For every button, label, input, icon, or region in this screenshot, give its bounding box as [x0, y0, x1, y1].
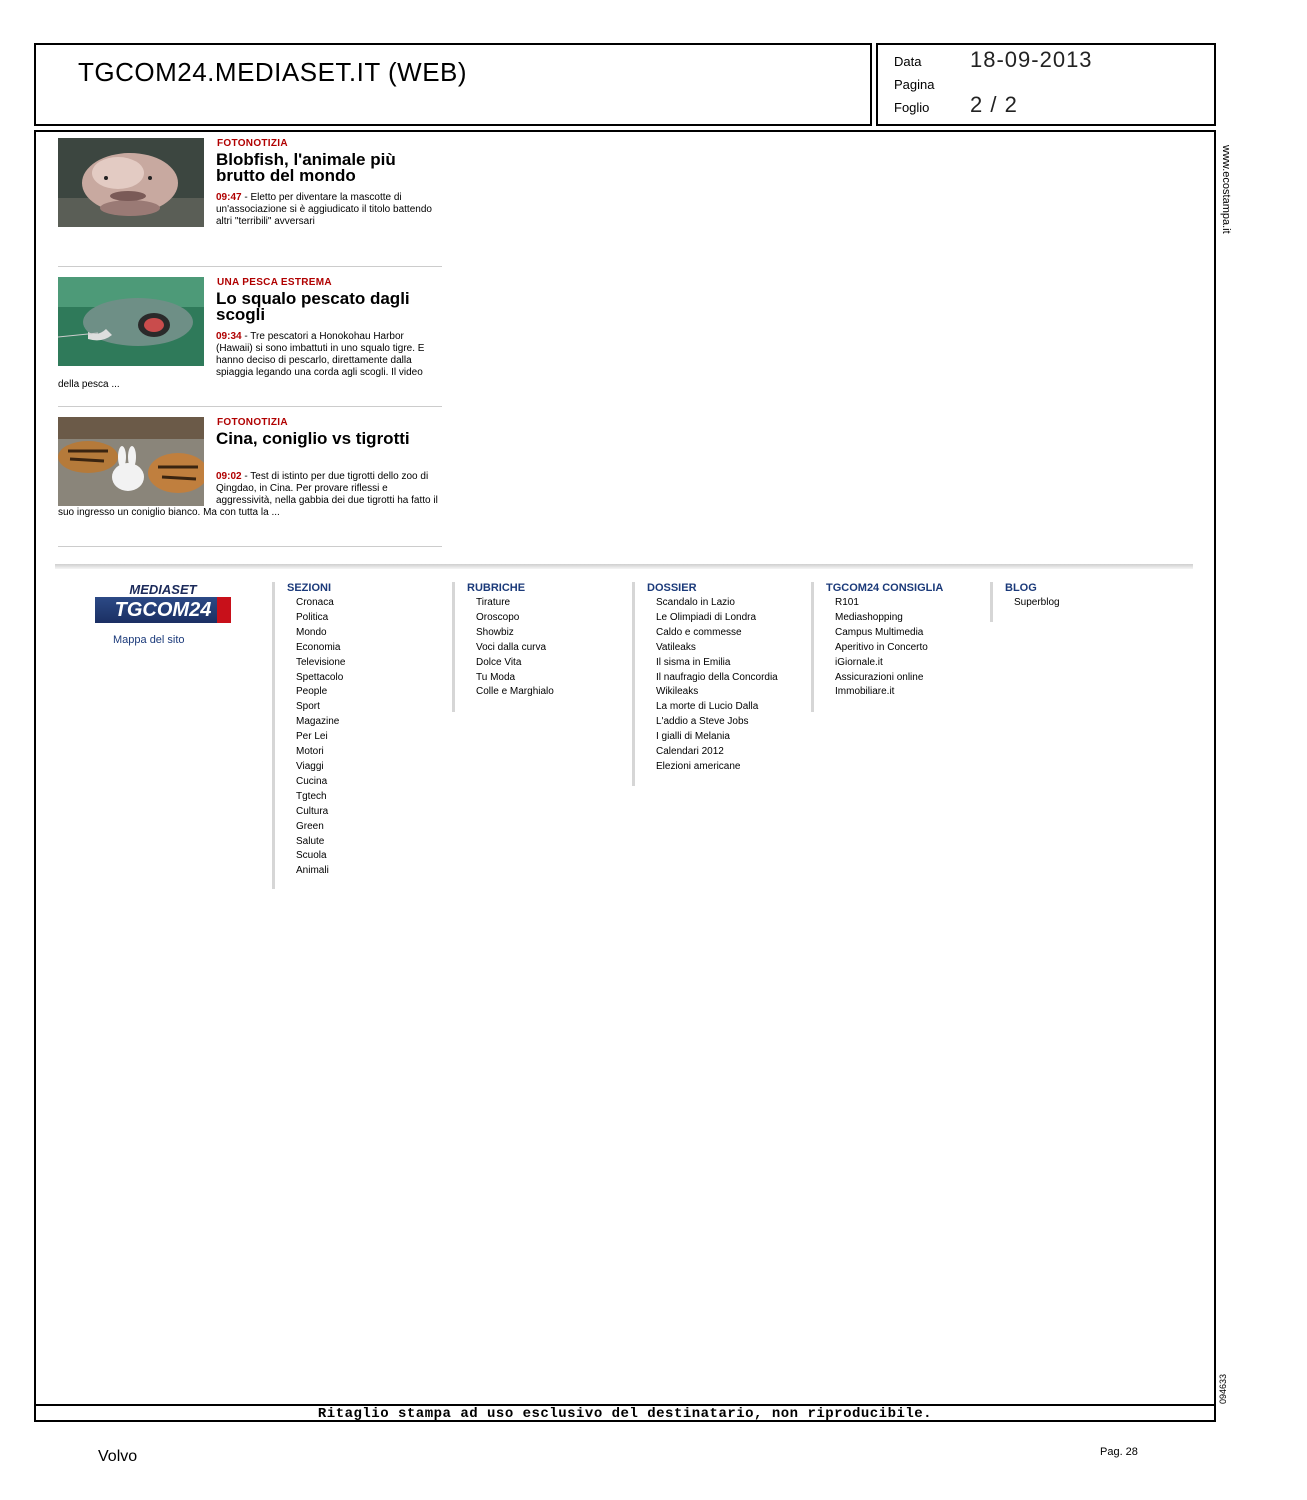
- footer-link[interactable]: Spettacolo: [296, 671, 344, 683]
- footer-column-title[interactable]: RUBRICHE: [467, 582, 526, 594]
- footer-link[interactable]: Dolce Vita: [476, 656, 522, 668]
- article-kicker: FOTONOTIZIA: [217, 138, 288, 149]
- footer-link[interactable]: Immobiliare.it: [835, 686, 895, 698]
- footer-link[interactable]: Assicurazioni online: [835, 671, 924, 683]
- footer-link[interactable]: Showbiz: [476, 626, 514, 638]
- article-rabbit-tigers[interactable]: [58, 417, 442, 541]
- article-headline[interactable]: Lo squalo pescato dagli scogli: [216, 289, 410, 324]
- side-url: www.ecostampa.it: [1220, 145, 1232, 234]
- footer-link[interactable]: Mediashopping: [835, 611, 903, 623]
- article-time: 09:34: [216, 331, 242, 342]
- footer-link[interactable]: Sport: [296, 701, 320, 713]
- foglio-value: 2 / 2: [970, 92, 1018, 117]
- footer-column-title[interactable]: SEZIONI: [287, 582, 332, 594]
- footer-link[interactable]: Salute: [296, 835, 325, 847]
- client-name: Volvo: [98, 1448, 138, 1465]
- article-kicker: FOTONOTIZIA: [217, 417, 288, 428]
- footer-link[interactable]: People: [296, 686, 328, 698]
- sitemap-link[interactable]: Mappa del sito: [113, 634, 185, 646]
- page-number: Pag. 28: [1100, 1446, 1138, 1458]
- footer-link[interactable]: La morte di Lucio Dalla: [656, 701, 759, 713]
- article-separator: [58, 406, 442, 407]
- header-source-box: [34, 43, 872, 126]
- article-blobfish[interactable]: [58, 138, 442, 248]
- footer-column-links: [476, 596, 554, 700]
- footer-link[interactable]: Oroscopo: [476, 611, 520, 623]
- footer-column-links: [835, 596, 928, 700]
- source-title: TGCOM24.MEDIASET.IT (WEB): [78, 57, 468, 87]
- article-shark[interactable]: [58, 277, 442, 401]
- footer-column-title[interactable]: BLOG: [1005, 582, 1037, 594]
- tgcom24-logo-text: TGCOM24: [95, 597, 231, 623]
- data-label: Data: [894, 54, 922, 69]
- header-meta-box: [876, 43, 1216, 126]
- footer-link[interactable]: Tu Moda: [476, 671, 516, 683]
- footer-link[interactable]: Voci dalla curva: [476, 641, 547, 653]
- footer-column-links: [1014, 596, 1060, 611]
- footer-column-title[interactable]: DOSSIER: [647, 582, 697, 594]
- footer-link[interactable]: Scandalo in Lazio: [656, 597, 735, 608]
- article-separator: [58, 266, 442, 267]
- footer-link[interactable]: Wikileaks: [656, 686, 699, 698]
- footer-link[interactable]: Caldo e commesse: [656, 626, 742, 638]
- pagina-label: Pagina: [894, 77, 935, 92]
- footer-link[interactable]: Green: [296, 820, 324, 832]
- footer-link[interactable]: Per Lei: [296, 731, 328, 743]
- footer-link[interactable]: Cronaca: [296, 597, 334, 608]
- side-code: 094633: [1218, 1373, 1228, 1404]
- article-summary: 09:34 - Tre pescatori a Honokohau Harbor (Hawaii) si sono imbattuti in uno squalo tigre. E hanno deciso di pescarlo, direttamente dalla spiaggia legando una corda agli scogli. Il video della pesca ...: [58, 331, 425, 390]
- footer-link[interactable]: Tgtech: [296, 790, 327, 802]
- footer-link[interactable]: Magazine: [296, 716, 340, 728]
- footer-link[interactable]: Colle e Marghialo: [476, 686, 554, 698]
- footer-column-links: [656, 596, 778, 775]
- tgcom24-logo[interactable]: [95, 582, 231, 623]
- footer-link[interactable]: Vatileaks: [656, 641, 696, 653]
- footer-link[interactable]: Scuola: [296, 850, 327, 862]
- site-footer-bar: [55, 564, 1193, 569]
- footer-link[interactable]: L'addio a Steve Jobs: [656, 716, 749, 728]
- footer-link[interactable]: Tirature: [476, 597, 511, 608]
- footer-link[interactable]: Viaggi: [296, 760, 324, 772]
- footer-link[interactable]: Cucina: [296, 775, 328, 787]
- footer-link[interactable]: Superblog: [1014, 597, 1060, 608]
- footer-link[interactable]: Politica: [296, 611, 329, 623]
- article-separator: [58, 546, 442, 547]
- footer-link[interactable]: Campus Multimedia: [835, 626, 924, 638]
- footer-link[interactable]: Calendari 2012: [656, 746, 724, 758]
- footer-link[interactable]: Il naufragio della Concordia: [656, 671, 778, 683]
- article-summary: 09:02 - Test di istinto per due tigrotti dello zoo di Qingdao, in Cina. Per provare riflessi e aggressività, nella gabbia dei due tigrotti ha fatto il suo ingresso un coniglio bianco. Ma con tutta la ...: [58, 471, 438, 518]
- footer-link[interactable]: Aperitivo in Concerto: [835, 641, 928, 653]
- footer-link[interactable]: I gialli di Melania: [656, 731, 730, 743]
- foglio-label: Foglio: [894, 100, 930, 115]
- footer-column-links: [296, 596, 345, 879]
- disclaimer: Ritaglio stampa ad uso esclusivo del destinatario, non riproducibile.: [317, 1406, 933, 1422]
- footer-link[interactable]: Televisione: [296, 656, 346, 668]
- footer-link[interactable]: iGiornale.it: [835, 656, 883, 668]
- footer-link[interactable]: Elezioni americane: [656, 760, 741, 772]
- article-headline[interactable]: Blobfish, l'animale più brutto del mondo: [216, 150, 396, 185]
- footer-link[interactable]: R101: [835, 597, 859, 608]
- footer-link[interactable]: Motori: [296, 746, 324, 758]
- footer-link[interactable]: Le Olimpiadi di Londra: [656, 611, 757, 623]
- footer-column-title[interactable]: TGCOM24 CONSIGLIA: [826, 582, 944, 594]
- footer-link[interactable]: Mondo: [296, 626, 327, 638]
- article-headline[interactable]: Cina, coniglio vs tigrotti: [216, 429, 410, 448]
- article-kicker: UNA PESCA ESTREMA: [217, 277, 332, 288]
- article-time: 09:47: [216, 192, 242, 203]
- article-time: 09:02: [216, 471, 242, 482]
- date-value: 18-09-2013: [970, 47, 1093, 72]
- footer-link[interactable]: Il sisma in Emilia: [656, 656, 731, 668]
- footer-link[interactable]: Cultura: [296, 805, 329, 817]
- article-summary: 09:47 - Eletto per diventare la mascotte di un'associazione si è aggiudicato il titolo battendo altri "terribili" avversari: [216, 192, 432, 227]
- footer-link[interactable]: Economia: [296, 641, 341, 653]
- footer-link[interactable]: Animali: [296, 865, 329, 877]
- mediaset-logo-text: MEDIASET: [129, 582, 197, 597]
